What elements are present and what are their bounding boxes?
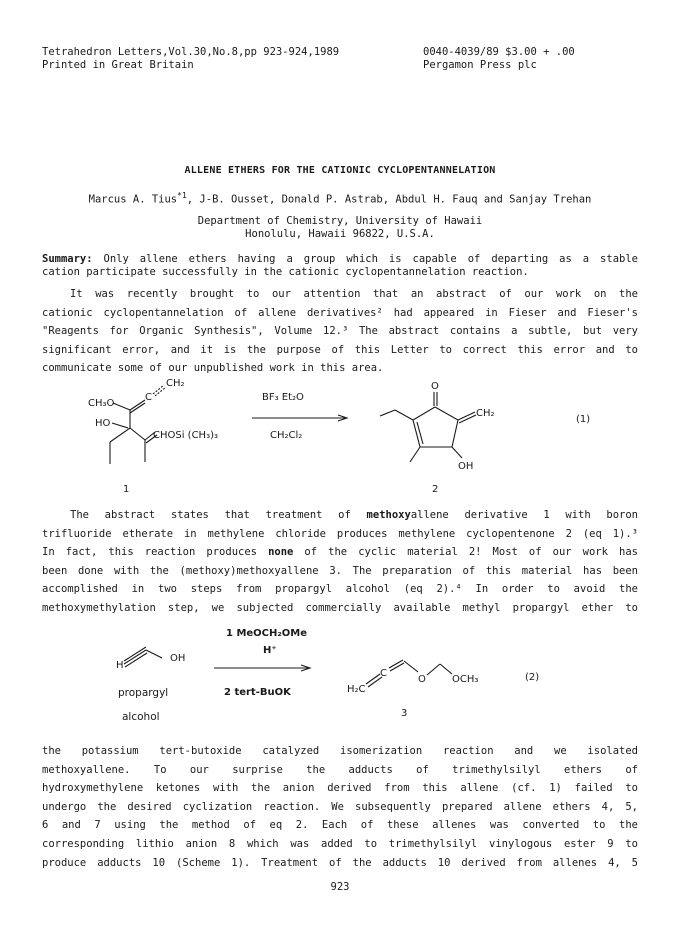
reaction-scheme-1 [0, 370, 680, 500]
reagent-bf3: BF₃ Et₂O [262, 392, 304, 403]
paragraph-3-line: methoxyallene. To our surprise the adducts of trimethylsilyl ethers of [42, 763, 638, 776]
compound-1-label: 1 [123, 484, 130, 495]
bond [112, 423, 128, 428]
co-authors: , J-B. Ousset, Donald P. Astrab, Abdul H. Fauq and Sanjay Trehan [186, 193, 592, 206]
compound-1-structure [88, 378, 218, 464]
compound-3-structure [347, 660, 478, 695]
paper-title: ALLENE ETHERS FOR THE CATIONIC CYCLOPENTANNELATION [184, 165, 496, 176]
triple-bond [125, 653, 147, 667]
affiliation [0, 215, 680, 241]
affiliation-line2: Honolulu, Hawaii 96822, U.S.A. [245, 228, 435, 240]
paragraph-3-line: hydroxymethylene ketones with the anion derived from this allene (cf. 1) failed to [42, 782, 638, 795]
bond [390, 663, 404, 671]
paragraph-2-line: been done with the (methoxy)methoxyallene 3. The preparation of this material has been [42, 564, 638, 577]
acid-catalyst: H⁺ [263, 645, 277, 656]
price-code: 0040-4039/89 $3.00 + .00 [423, 46, 575, 58]
solvent-label: CH₂Cl₂ [270, 430, 303, 441]
publisher-info [423, 46, 575, 72]
bond [452, 447, 462, 458]
bond [110, 428, 130, 442]
paragraph-3-line: corresponding lithio anion 8 which was added to trimethylsilyl vinylogous ester 9 to [42, 837, 638, 850]
page-number: 923 [330, 881, 350, 893]
ether-oxygen: O [418, 674, 426, 685]
terminal-ch2: CH₂ [166, 378, 185, 389]
summary-label: Summary: [42, 253, 93, 265]
allene-ch2: H₂C [347, 684, 366, 695]
bond [458, 412, 475, 420]
compound-2-structure [380, 381, 495, 472]
ring [413, 407, 458, 447]
journal-citation-line1: Tetrahedron Letters,Vol.30,No.8,pp 923-924,1989 [42, 46, 340, 58]
lead-author: Marcus A. Tius [88, 193, 178, 206]
hydroxyl-group: HO [95, 418, 111, 429]
paragraph-1-line: cationic cyclopentannelation of allene derivatives² had appeared in Fieser and Fieser's [42, 306, 638, 319]
affiliation-line1: Department of Chemistry, University of Hawaii [197, 215, 483, 227]
compound-2-label: 2 [432, 484, 439, 495]
journal-citation-line2: Printed in Great Britain [42, 59, 194, 71]
paragraph-2-line: accomplished in two steps from propargyl alcohol (eq 2).⁴ In order to avoid the [42, 583, 638, 596]
bond [440, 664, 452, 674]
triple-bond [124, 647, 146, 661]
bond [366, 674, 380, 684]
p2-line3-post: of the cyclic material 2! Most of our work has [293, 546, 638, 559]
ring-hydroxyl: OH [458, 461, 474, 472]
p2-line1-pre: The abstract states that treatment of [70, 509, 367, 521]
equation-1-number: (1) [576, 414, 591, 425]
paragraph-1-line: significant error, and it is the purpose of this Letter to correct this error and to [42, 343, 638, 356]
bond [410, 447, 420, 462]
paragraph-2 [42, 506, 638, 618]
reaction-scheme-2 [0, 620, 680, 736]
paragraph-2-line: trifluoride etherate in methylene chloride produces methylene cyclopentenone 2 (eq 1).³ [42, 527, 638, 540]
silyl-ether-group: CHOSi (CH₃)₃ [153, 430, 218, 441]
alcohol-oh: OH [170, 653, 186, 664]
paragraph-3-line: produce adducts 10 (Scheme 1). Treatment of the adducts 10 derived from allenes 4, 5 [42, 856, 638, 869]
summary-line1: Only allene ethers having a group which is capable of departing as a stable [103, 253, 638, 265]
bond [427, 664, 440, 675]
paragraph-1-line: communicate some of our unpublished work in this area. [42, 362, 384, 375]
allene-carbon: C [145, 392, 152, 403]
p2-line3-bold: none [268, 546, 294, 559]
bond [404, 661, 418, 672]
lead-author-mark: *1 [177, 191, 187, 200]
paragraph-3 [42, 742, 638, 872]
bond [146, 650, 162, 658]
bond [130, 428, 145, 440]
terminal-hydrogen: H [116, 660, 124, 671]
allene-central-carbon: C [380, 668, 387, 679]
triple-bond [124, 650, 146, 664]
p2-line1-bold: methoxy [366, 509, 411, 521]
bond [459, 415, 476, 423]
bond [395, 410, 413, 420]
paragraph-2-line: methoxymethylation step, we subjected commercially available methyl propargyl ether to [42, 601, 638, 614]
reagent-step-2: 2 tert-BuOK [224, 687, 291, 698]
methoxy-terminal: OCH₃ [452, 674, 479, 685]
p2-line3-pre: In fact, this reaction produces [42, 546, 269, 559]
bond [113, 403, 130, 410]
paragraph-1-line: It was recently brought to our attention that an abstract of our work on the [70, 288, 638, 300]
author-list [0, 191, 680, 206]
compound-3-label: 3 [401, 708, 408, 719]
paragraph-3-line: the potassium tert-butoxide catalyzed isomerization reaction and we isolated [42, 745, 638, 757]
methoxy-group: CH₃O [88, 398, 115, 409]
equation-2-number: (2) [525, 672, 540, 683]
exocyclic-ch2: CH₂ [476, 408, 495, 419]
journal-citation [42, 46, 339, 72]
p2-line1-post: allene derivative 1 with boron [410, 509, 639, 521]
propargyl-alcohol-structure [116, 647, 185, 671]
bond [380, 410, 395, 416]
summary-line2: cation participate successfully in the cationic cyclopentannelation reaction. [42, 265, 529, 278]
bond [389, 660, 403, 668]
paragraph-1-line: "Reagents for Organic Synthesis", Volume 12.³ The abstract contains a subtle, but very [42, 325, 638, 338]
ketone-oxygen: O [431, 381, 439, 392]
paragraph-1 [42, 285, 638, 378]
alcohol-label: alcohol [122, 711, 160, 723]
propargyl-label: propargyl [118, 687, 169, 699]
summary [42, 253, 638, 278]
reagent-step-1: 1 MeOCH₂OMe [226, 628, 307, 639]
publisher-name: Pergamon Press plc [423, 59, 537, 71]
paragraph-3-line: undergo the desired cyclization reaction. We subsequently prepared allene ethers 4, 5, [42, 800, 638, 813]
paragraph-3-line: 6 and 7 using the method of eq 2. Each of these allenes was converted to the [42, 819, 638, 832]
